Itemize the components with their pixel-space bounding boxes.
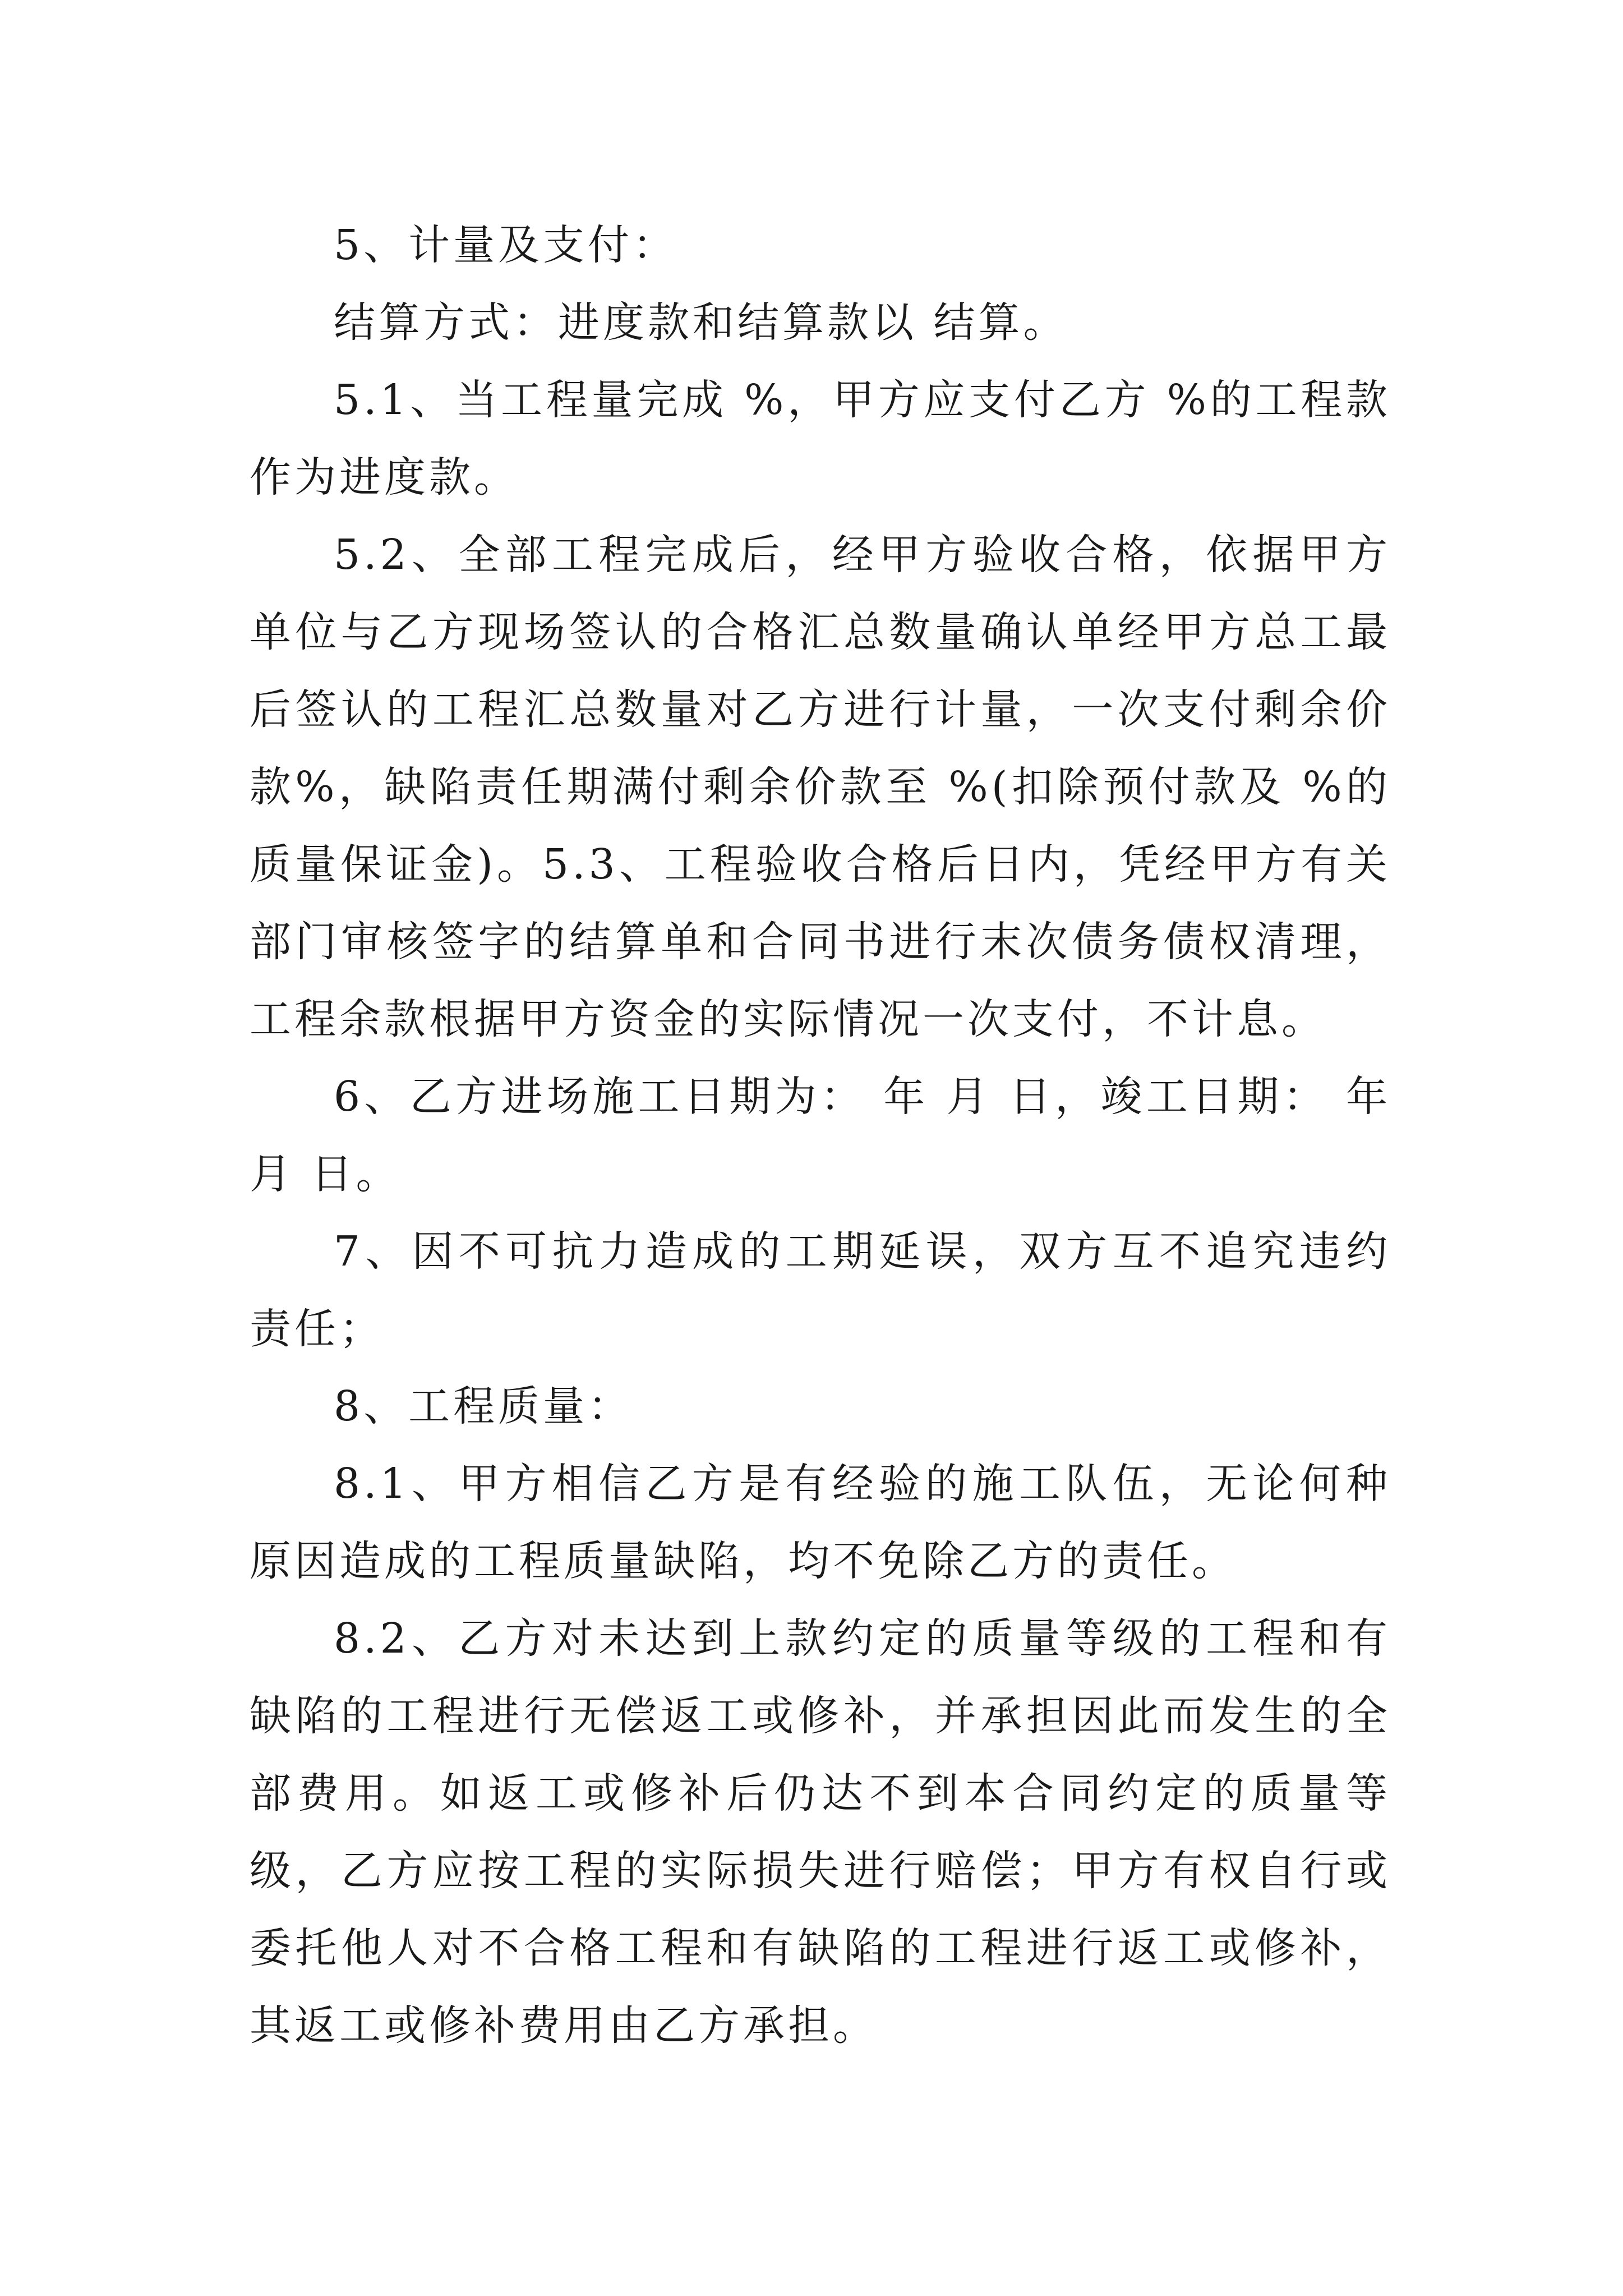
section-5-heading: 5、计量及支付：	[334, 221, 678, 269]
settlement-method-paragraph: 结算方式：进度款和结算款以 结算。	[334, 298, 1068, 347]
document-body	[250, 206, 1391, 2064]
clause-5-1-paragraph: 5.1、当工程量完成 %，甲方应支付乙方 %的工程款作为进度款。	[250, 376, 1391, 501]
clause-6-paragraph: 6、乙方进场施工日期为： 年 月 日，竣工日期： 年月 日。	[250, 1073, 1391, 1198]
clause-5-2-paragraph: 5.2、全部工程完成后，经甲方验收合格，依据甲方单位与乙方现场签认的合格汇总数量确认单经甲方总工最后签认的工程汇总数量对乙方进行计量，一次支付剩余价款%，缺陷责任期满付剩余价款至 %(扣除预付款及 %的质量保证金)。5.3、工程验收合格后日内，凭经甲方有关部门审核签字的结算单和合同书进行末次债务债权清理，工程余款根据甲方资金的实际情况一次支付，不计息。	[250, 531, 1391, 1043]
clause-7-paragraph: 7、因不可抗力造成的工期延误，双方互不追究违约责任；	[250, 1227, 1391, 1353]
section-8-heading: 8、工程质量：	[334, 1382, 633, 1430]
clause-8-1-paragraph: 8.1、甲方相信乙方是有经验的施工队伍，无论何种原因造成的工程质量缺陷，均不免除乙方的责任。	[250, 1460, 1391, 1585]
clause-8-2-paragraph: 8.2、乙方对未达到上款约定的质量等级的工程和有缺陷的工程进行无偿返工或修补，并承担因此而发生的全部费用。如返工或修补后仍达不到本合同约定的质量等级，乙方应按工程的实际损失进行赔偿；甲方有权自行或委托他人对不合格工程和有缺陷的工程进行返工或修补，其返工或修补费用由乙方承担。	[250, 1614, 1391, 2050]
